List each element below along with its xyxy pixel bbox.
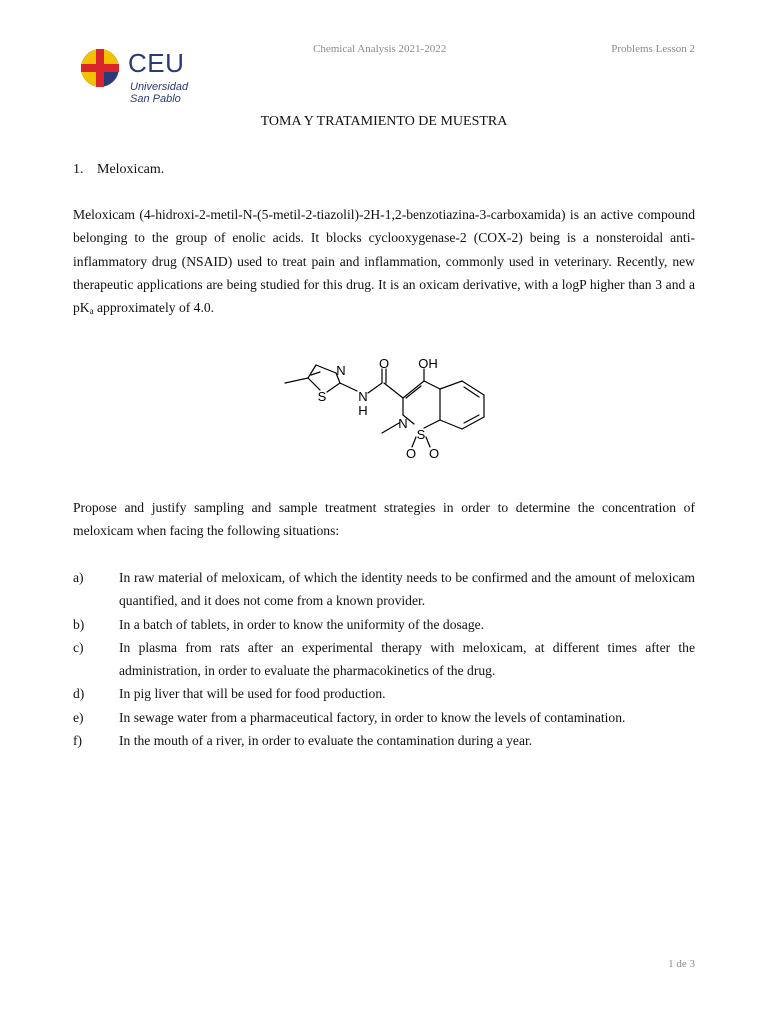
list-item <box>73 566 695 613</box>
list-item <box>73 613 695 636</box>
section-name: Meloxicam. <box>97 162 165 177</box>
atom-n-methyl: N <box>398 416 408 431</box>
header-course: Chemical Analysis 2021-2022 <box>313 43 447 55</box>
list-item <box>73 706 695 729</box>
atom-o-carbonyl: O <box>378 356 390 371</box>
list-item <box>73 636 695 683</box>
section-heading <box>73 162 164 178</box>
task-prompt: Propose and justify sampling and sample treatment strategies in order to determine the concentration of meloxicam when facing the following situations: <box>73 500 695 539</box>
item-label: b) <box>73 616 85 632</box>
atom-o-sulfonyl-1: O <box>405 446 417 461</box>
item-label: c) <box>73 639 84 655</box>
pka-subscript: a <box>89 306 94 317</box>
item-label: f) <box>73 733 83 749</box>
item-text: In the mouth of a river, in order to evaluate the contamination during a year. <box>119 733 533 749</box>
atom-h-amide: H <box>358 403 368 418</box>
ceu-logo <box>78 46 208 108</box>
section-number: 1. <box>73 162 84 177</box>
list-item <box>73 729 695 752</box>
page-title: TOMA Y TRATAMIENTO DE MUESTRA <box>260 114 508 129</box>
atom-s-sulfonyl: S <box>416 427 426 442</box>
atom-oh: OH <box>418 356 438 371</box>
intro-tail: approximately of 4.0. <box>93 300 215 316</box>
ceu-emblem-icon <box>78 46 122 90</box>
logo-subtitle-line1: Universidad <box>130 81 189 93</box>
item-text: In plasma from rats after an experimental therapy with meloxicam, at different times after the administration, in order to evaluate the pharmacokinetics of the drug. <box>119 639 695 679</box>
page-number: 1 de 3 <box>668 958 695 970</box>
atom-o-sulfonyl-2: O <box>428 446 440 461</box>
item-text: In pig liver that will be used for food production. <box>119 686 386 702</box>
item-label: e) <box>73 709 84 725</box>
item-text: In sewage water from a pharmaceutical factory, in order to know the levels of contamination. <box>119 709 626 725</box>
atom-s-ring: S <box>317 389 327 404</box>
item-label: a) <box>73 570 84 585</box>
logo-wordmark: CEU <box>128 48 185 78</box>
atom-n-ring: N <box>336 363 346 378</box>
atom-n-amide: N <box>358 389 368 404</box>
list-item <box>73 682 695 705</box>
header-lesson: Problems Lesson 2 <box>611 43 695 55</box>
item-text: In a batch of tablets, in order to know the uniformity of the dosage. <box>119 616 485 632</box>
meloxicam-structure <box>280 355 490 465</box>
intro-lead: Meloxicam (4-hidroxi-2-metil-N-(5-metil-2-tiazolil)-2H-1,2-benzotiazina-3-carboxamida) is an active compound belonging to the group of enolic acids. It blocks cyclooxygenase-2 (COX-2) being is a nonsteroidal anti-inflammatory drug (NSAID) used to treat pain and inflammation, commonly used in veterinary. Recently, new therapeutic applications are being studied for this drug. It is an oxicam derivative, with a logP higher than 3 and a pK <box>73 207 695 316</box>
item-label: d) <box>73 686 85 702</box>
situation-list <box>73 566 695 752</box>
item-text: In raw material of meloxicam, of which the identity needs to be confirmed and the amount of meloxicam quantified, and it does not come from a known provider. <box>119 570 695 609</box>
intro-paragraph <box>73 203 695 319</box>
logo-subtitle-line2: San Pablo <box>130 93 181 105</box>
